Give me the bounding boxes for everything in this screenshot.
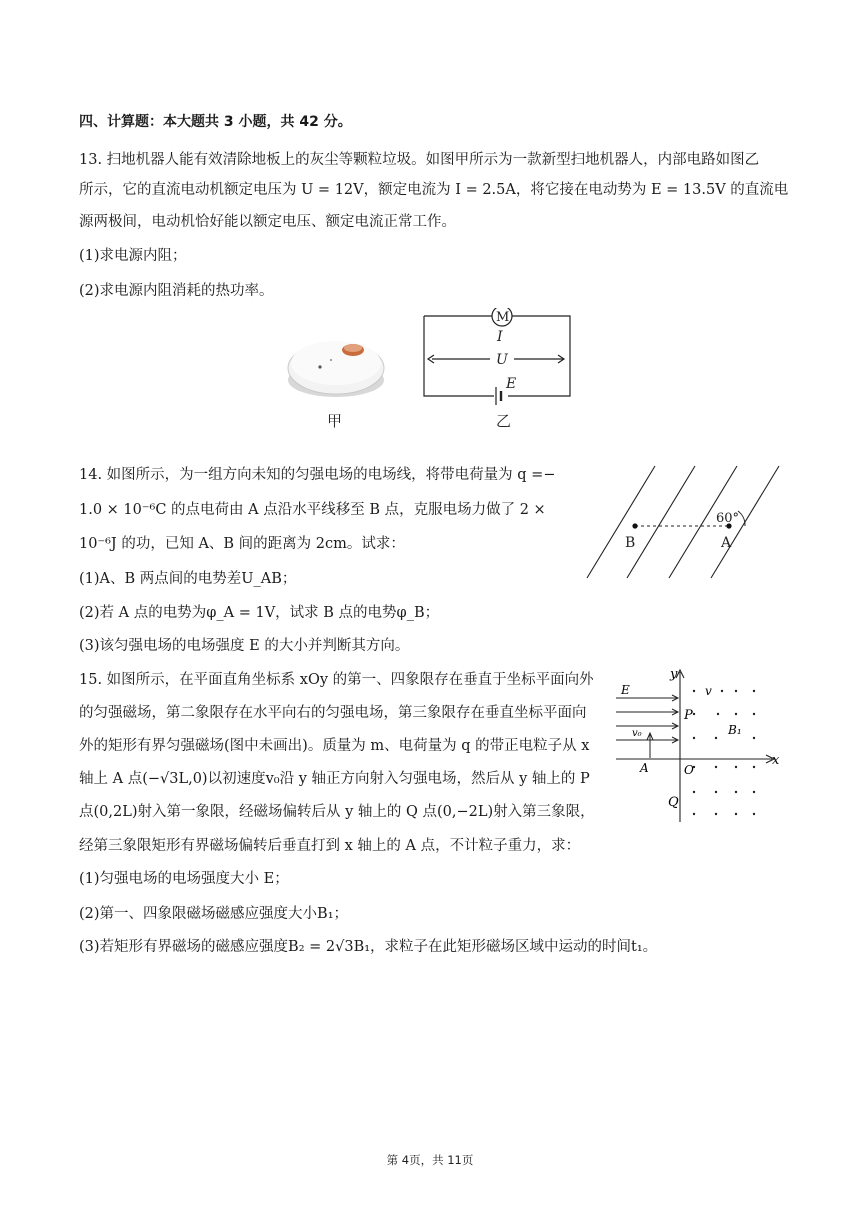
q14-line: 10⁻⁶J 的功，已知 A、B 间的距离为 2cm。试求：: [79, 536, 405, 552]
q14-line: (1)A、B 两点间的电势差U_AB；: [79, 571, 297, 587]
motor-label: M: [496, 310, 510, 325]
q15-line: 的匀强磁场，第二象限存在水平向右的匀强电场，第三象限存在垂直坐标平面向: [79, 705, 587, 721]
q13-figure: [280, 308, 580, 438]
q14-line: (2)若 A 点的电势为φ_A = 1V，试求 B 点的电势φ_B；: [79, 605, 440, 621]
velocity-label: v: [705, 684, 712, 698]
q15-line: 15. 如图所示，在平面直角坐标系 xOy 的第一、四象限存在垂直于坐标平面向外: [79, 672, 594, 688]
circuit-caption: 乙: [496, 412, 512, 430]
voltage-label: U: [496, 352, 508, 368]
q13-line: 所示，它的直流电动机额定电压为 U = 12V，额定电流为 I = 2.5A，将它接在电动势为 E = 13.5V 的直流电: [79, 182, 789, 198]
q15-line: 轴上 A 点(−√3L,0)以初速度v₀沿 y 轴正方向射入匀强电场，然后从 y 轴上的 P: [79, 771, 590, 787]
q14-line: 1.0 × 10⁻⁶C 的点电荷由 A 点沿水平线移至 B 点，克服电场力做了 2 ×: [79, 502, 546, 518]
q13-line: (2)求电源内阻消耗的热功率。: [79, 283, 274, 299]
x-axis-label: x: [772, 753, 780, 768]
point-b-dot: [632, 523, 637, 528]
point-b-label: B: [625, 535, 636, 551]
electric-field-lines: [616, 695, 678, 743]
origin-label: O: [684, 763, 694, 777]
q13-line: 源两极间，电动机恰好能以额定电压、额定电流正常工作。: [79, 214, 456, 230]
q15-line: (1)匀强电场的电场强度大小 E；: [79, 871, 289, 887]
q14-line: (3)该匀强电场的电场强度 E 的大小并判断其方向。: [79, 638, 410, 654]
point-p-label: P: [684, 708, 693, 723]
current-label: I: [497, 329, 503, 345]
page-footer: 第 4页，共 11页: [386, 1153, 474, 1167]
q14-line: 14. 如图所示，为一组方向未知的匀强电场的电场线，将带电荷量为 q =−: [79, 467, 556, 483]
q15-line: 外的矩形有界匀强磁场(图中未画出)。质量为 m、电荷量为 q 的带正电粒子从 x: [79, 738, 590, 754]
q15-line: (3)若矩形有界磁场的磁感应强度B₂ = 2√3B₁，求粒子在此矩形磁场区域中运动的时间t₁。: [79, 939, 658, 955]
robot-vacuum-image: [288, 341, 384, 397]
q15-line: (2)第一、四象限磁场磁感应强度大小B₁；: [79, 906, 349, 922]
point-a-label: A: [640, 761, 649, 775]
initial-velocity-arrow: [647, 733, 653, 758]
field-label: E: [621, 683, 630, 697]
angle-label: 60°: [716, 511, 740, 526]
y-axis-label: y: [670, 667, 678, 682]
point-q-label: Q: [668, 795, 679, 810]
q15-figure: [612, 664, 784, 824]
point-a-label: A: [721, 535, 732, 551]
emf-label: E: [506, 376, 517, 392]
v0-label: v₀: [632, 728, 642, 739]
field-lines: [587, 466, 779, 578]
magnetic-field-dots: [693, 690, 755, 815]
section-title: 四、计算题：本大题共 3 小题，共 42 分。: [79, 114, 352, 130]
robot-caption: 甲: [327, 412, 343, 430]
q15-line: 经第三象限矩形有界磁场偏转后垂直打到 x 轴上的 A 点，不计粒子重力，求：: [79, 838, 581, 854]
q13-line: 13. 扫地机器人能有效清除地板上的灰尘等颗粒垃圾。如图甲所示为一款新型扫地机器人，内部电路如图乙: [79, 152, 760, 168]
q15-line: 点(0,2L)射入第一象限，经磁场偏转后从 y 轴上的 Q 点(0,−2L)射入第三象限，: [79, 804, 595, 820]
b1-label: B₁: [728, 723, 742, 737]
q14-figure: [585, 462, 785, 584]
q13-line: (1)求电源内阻；: [79, 248, 187, 264]
